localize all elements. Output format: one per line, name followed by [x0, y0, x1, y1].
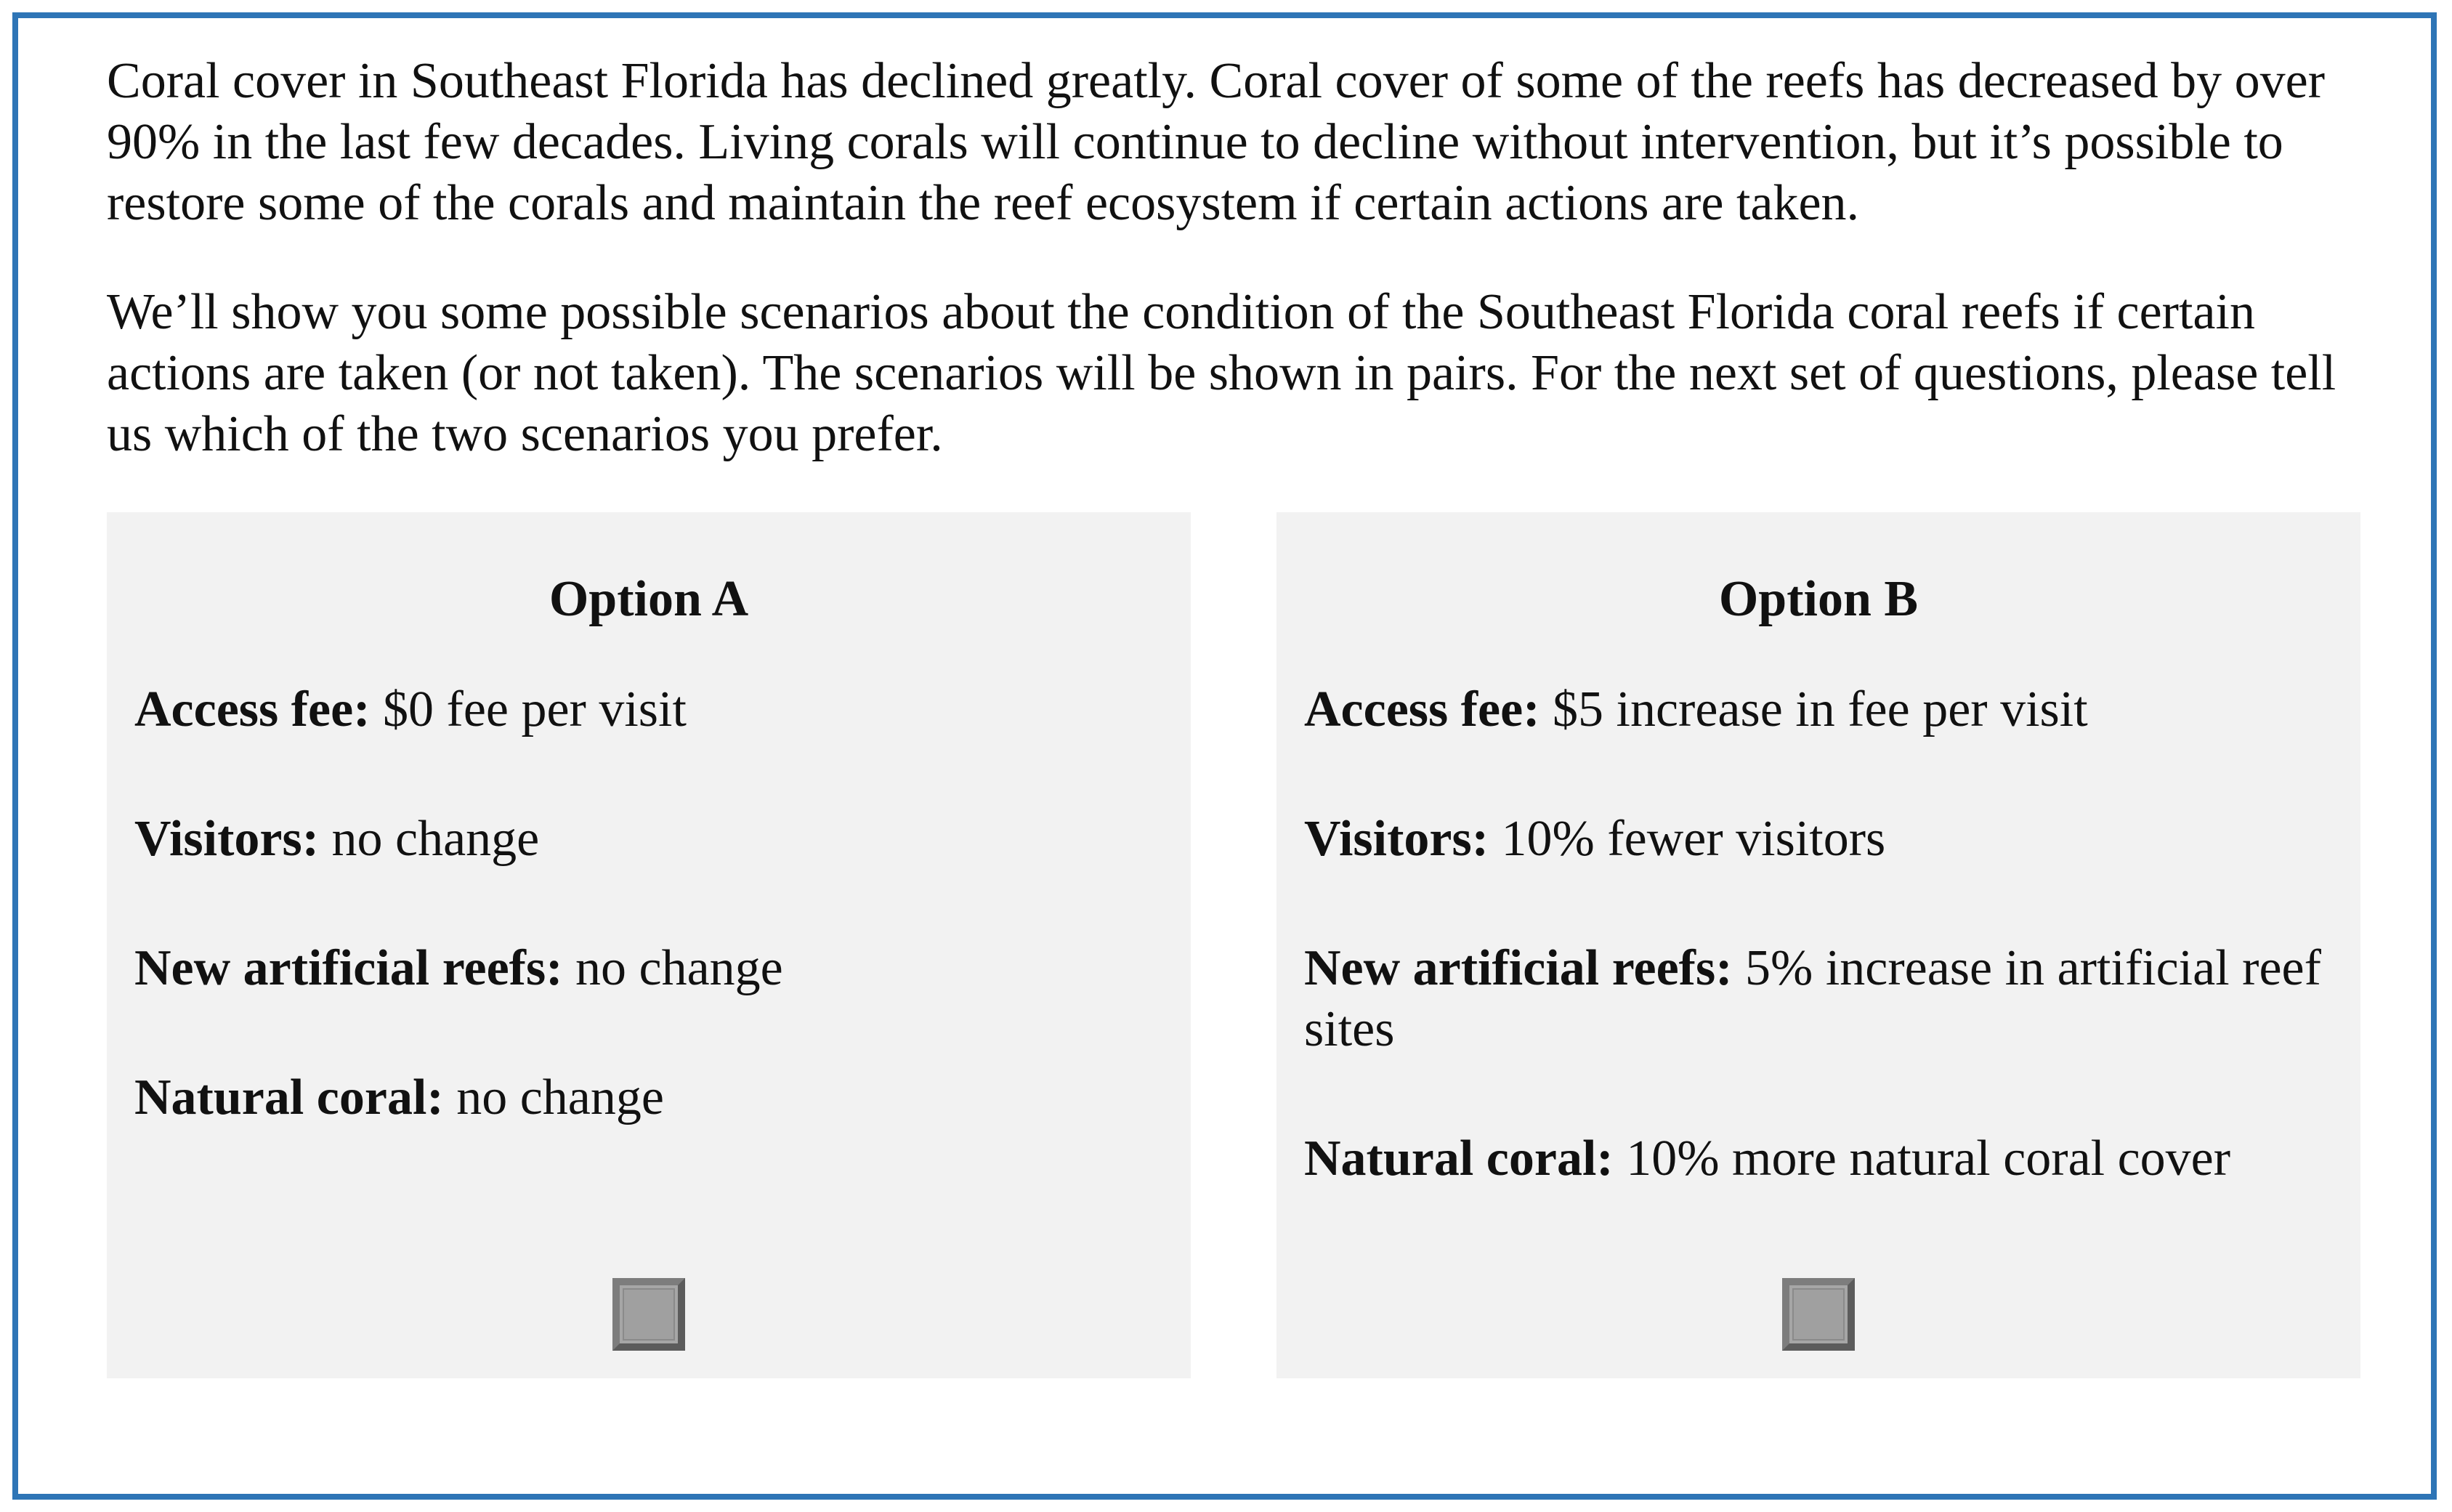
- visitors-value: no change: [319, 811, 540, 867]
- access-fee-label: Access fee:: [1304, 682, 1540, 737]
- access-fee-value: $5 increase in fee per visit: [1539, 682, 2088, 737]
- option-a-panel: [107, 512, 1191, 1378]
- natural-coral-value: 10% more natural coral cover: [1613, 1131, 2231, 1186]
- option-a-artificial-reefs: [134, 938, 1163, 999]
- artificial-reefs-value: no change: [562, 940, 783, 996]
- option-b-access-fee: [1304, 679, 2333, 740]
- artificial-reefs-value: 5% increase in artificial reef sites: [1304, 940, 2321, 1057]
- checkbox-inner: [1792, 1288, 1845, 1341]
- visitors-label: Visitors:: [1304, 811, 1489, 867]
- visitors-value: 10% fewer visitors: [1489, 811, 1886, 867]
- option-b-select-checkbox[interactable]: [1782, 1278, 1855, 1351]
- checkbox-inner: [623, 1288, 675, 1341]
- natural-coral-label: Natural coral:: [134, 1070, 444, 1125]
- option-a-attributes: [134, 679, 1163, 1197]
- option-b-panel: [1276, 512, 2360, 1378]
- option-a-select-checkbox[interactable]: [612, 1278, 685, 1351]
- artificial-reefs-label: New artificial reefs:: [134, 940, 563, 996]
- visitors-label: Visitors:: [134, 811, 320, 867]
- option-a-visitors: [134, 809, 1163, 870]
- intro-paragraph-2: We’ll show you some possible scenarios about the condition of the Southeast Florida coral reefs if certain actions are taken (or not taken). The scenarios will be shown in pairs. For the next set of questions, please tell us which of the two scenarios you prefer.: [107, 284, 2336, 462]
- option-b-artificial-reefs: [1304, 938, 2333, 1060]
- option-b-visitors: [1304, 809, 2333, 870]
- artificial-reefs-label: New artificial reefs:: [1304, 940, 1733, 996]
- option-b-title: Option B: [1718, 571, 1919, 627]
- option-a-title: Option A: [549, 571, 749, 627]
- access-fee-value: $0 fee per visit: [370, 682, 687, 737]
- survey-intro: [107, 51, 2388, 465]
- option-b-natural-coral: [1304, 1128, 2333, 1189]
- natural-coral-label: Natural coral:: [1304, 1131, 1614, 1186]
- option-b-attributes: [1304, 679, 2333, 1258]
- access-fee-label: Access fee:: [134, 682, 371, 737]
- natural-coral-value: no change: [443, 1070, 664, 1125]
- option-a-natural-coral: [134, 1067, 1163, 1128]
- option-a-access-fee: [134, 679, 1163, 740]
- intro-paragraph-1: Coral cover in Southeast Florida has declined greatly. Coral cover of some of the reefs has decreased by over 90% in the last few decades. Living corals will continue to decline without intervention, but it’s possible to restore some of the corals and maintain the reef ecosystem if certain actions are taken.: [107, 53, 2325, 231]
- choice-options: [107, 512, 2363, 1378]
